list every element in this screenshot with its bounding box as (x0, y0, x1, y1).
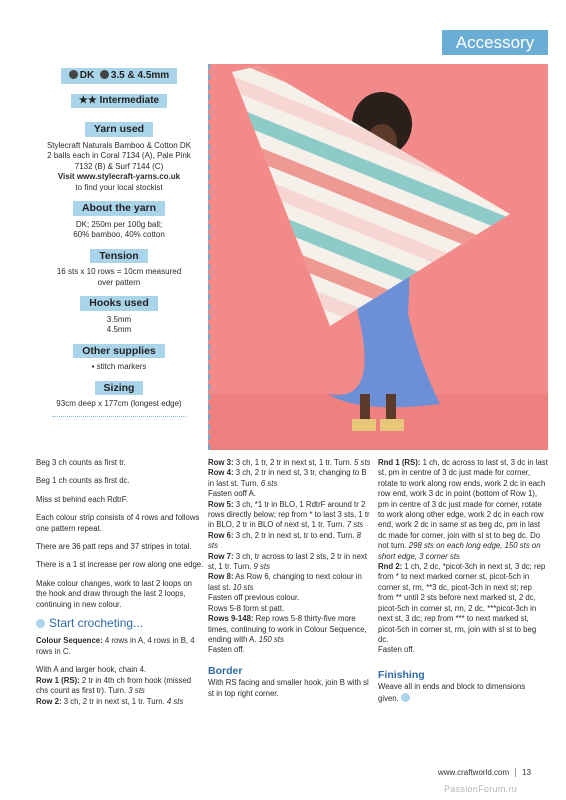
note: There is a 1 st increase per row along one edge. (36, 560, 204, 570)
supplies-line: ▪ stitch markers (91, 362, 147, 371)
yarn-line: 2 balls each in Coral 7134 (A), Pale Pink (47, 151, 191, 160)
bullet-icon (36, 619, 45, 628)
start-instruction: With A and larger hook, chain 4. (36, 665, 147, 675)
row-instruction: Row 8: As Row 6, changing to next colour in last st. 10 sts (208, 572, 362, 592)
row-instruction: Row 2: 3 ch, 2 tr in next st, 1 tr. Turn. 4 sts (36, 696, 184, 706)
note: Make colour changes, work to last 2 loops on the hook and draw through the last 2 loops, continuing in new colour. (36, 578, 193, 609)
finishing-heading: Finishing (378, 668, 425, 681)
sizing-line: 93cm deep x 177cm (longest edge) (56, 399, 182, 408)
about-line: DK; 250m per 100g ball; (75, 219, 163, 229)
page-footer (438, 768, 531, 777)
row-instruction: Row 7: 3 ch, tr across to last 2 sts, 2 tr in next st, 1 tr. Turn. 9 sts (208, 551, 368, 572)
fasten-off: Fasten ooff A. (208, 489, 256, 499)
yarn-ball-icon (69, 70, 78, 79)
watermark: PassionForum.ru (444, 784, 518, 794)
round-instruction: Rnd 1 (RS): 1 ch, dc across to last st, 3 dc in last st, pm in centre of 3 dc just made for corner, rotate to work along row ends, work 2 dc in each row end, work 3 dc in point (bottom of Row 1), pm in centre of 3 dc just made for corner, rotate to work along other edge, work 2 dc in each row end, work 2 dc in same st as beg dc, pm in last dc made for corner, join with sl st to beg dc. Do not turn. 298 sts on each long edge, 150 sts on short edge, 3 corner sts (378, 458, 548, 561)
colour-sequence: Colour Sequence: 4 rows in A, 4 rows in B, 4 rows in C. (36, 636, 195, 656)
yarn-line: to find your local stockist (75, 182, 163, 192)
fasten-off: Fasten off previous colour. (208, 593, 300, 603)
hook-line: 3.5mm (106, 314, 132, 324)
row-instruction: Rows 9-148: Rep rows 5-8 thirty-five more times, continuing to work in Colour Sequence, ending with A. 150 sts (208, 614, 367, 644)
about-yarn-title: About the yarn (73, 201, 165, 216)
row-instruction: Row 4: 3 ch, 2 tr in next st, 3 tr, changing to B in last st. Turn. 6 sts (208, 468, 367, 488)
pattern-notes (36, 458, 204, 715)
footer-url: www.craftworld.com (438, 768, 510, 777)
hook-icon (100, 70, 109, 79)
note: Beg 3 ch counts as first tr. (36, 458, 126, 467)
difficulty-badge: ★★ Intermediate (71, 94, 167, 109)
pattern-info-sidebar (34, 64, 204, 427)
shawl-photo-illustration (210, 64, 548, 450)
pattern-column-3 (378, 458, 548, 704)
row-instruction: Row 3: 3 ch, 1 tr, 2 tr in next st, 1 tr. Turn. 5 sts (208, 458, 371, 467)
tension-line: over pattern (97, 277, 141, 287)
row-instruction: Row 1 (RS): 2 tr in 4th ch from hook (missed chs count as first tr). Turn. 3 sts (36, 675, 192, 696)
pattern-column-2 (208, 458, 371, 699)
note: Beg 1 ch counts as first dc. (36, 476, 130, 486)
row-instruction: Row 5: 3 ch, *1 tr in BLO, 1 RdtrF around tr 2 rows directly below; rep from * to last 3 sts, 1 tr in BLO, 2 tr in BLO of next st, 1 tr. Turn. 7 sts (208, 499, 370, 530)
section-tab: Accessory (438, 30, 548, 55)
model-photo (208, 64, 548, 450)
supplies-title: Other supplies (73, 344, 165, 359)
border-text: With RS facing and smaller hook, join B with sl st in top right corner. (208, 678, 369, 698)
pattern-note: Rows 5-8 form st patt. (208, 603, 285, 613)
start-crocheting-heading: Start crocheting... (36, 618, 204, 628)
tension-title: Tension (90, 249, 147, 264)
hook-line: 4.5mm (106, 325, 132, 334)
border-heading: Border (208, 664, 243, 677)
hooks-title: Hooks used (80, 296, 158, 311)
sizing-title: Sizing (95, 381, 144, 396)
round-instruction: Rnd 2: 1 ch, 2 dc, *picot-3ch in next st, 3 dc; rep from * to next marked corner st, picot-5ch in corner st, rm, **3 dc, picot-3ch in next st; rep from ** until 2 sts before next marked st, 2 dc, picot-5ch in corner st, rm, 2 dc, ***picot-3ch in next st, 3 dc; rep from *** to next marked st, picot-5ch in corner st, rm, join with sl st to beg dc. (378, 562, 546, 644)
about-line: 60% bamboo, 40% cotton (73, 230, 165, 239)
tension-line: 16 sts x 10 rows = 10cm measured (56, 267, 182, 276)
note: There are 36 patt reps and 37 stripes in total. (36, 542, 192, 552)
note: Each colour strip consists of 4 rows and follows one pattern repeat. (36, 513, 200, 533)
yarn-line: 7132 (B) & Surf 7144 (C) (74, 161, 164, 171)
page-number: 13 (515, 768, 531, 777)
fasten-off: Fasten off. (208, 645, 245, 655)
row-instruction: Row 6: 3 ch, 2 tr in next st, tr to end. Turn. 8 sts (208, 530, 361, 551)
fasten-off: Fasten off. (378, 645, 415, 655)
yarn-hook-badge: DK 3.5 & 4.5mm (61, 68, 177, 84)
note: Miss st behind each RdtrF. (36, 494, 128, 504)
yarn-used-title: Yarn used (85, 122, 153, 137)
end-bullet-icon (401, 693, 410, 702)
finishing-text: Weave all in ends and block to dimensions given. (378, 682, 526, 703)
divider (52, 416, 186, 417)
yarn-line: Visit www.stylecraft-yarns.co.uk (57, 172, 181, 181)
yarn-line: Stylecraft Naturals Bamboo & Cotton DK (46, 140, 192, 150)
